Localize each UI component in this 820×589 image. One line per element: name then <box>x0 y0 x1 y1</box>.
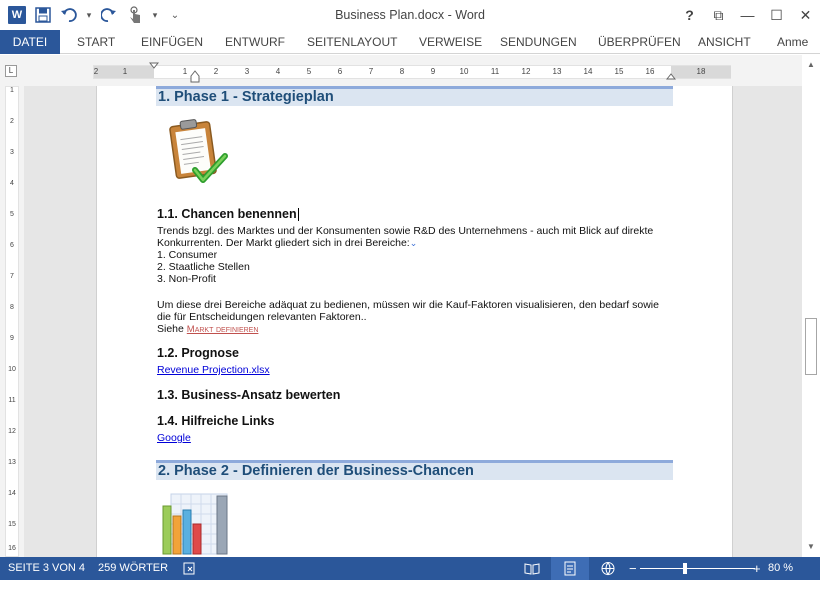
window-title: Business Plan.docx - Word <box>335 8 485 22</box>
ribbon-display-options-button[interactable]: ⧉ <box>713 6 724 23</box>
vruler-tick: 11 <box>8 397 16 404</box>
paragraph-line: Um diese drei Bereiche adäquat zu bedienen, müssen wir die Kauf-Faktoren visualisieren, den bedarf sowie <box>157 299 659 311</box>
ruler-tick: 2 <box>93 67 99 76</box>
tab-view[interactable]: ANSICHT <box>698 35 751 49</box>
ruler-tick: 9 <box>430 67 436 76</box>
paragraph-kauf-faktoren[interactable] <box>157 299 677 336</box>
list-item: 3. Non-Profit <box>157 273 216 285</box>
vruler-tick: 7 <box>10 273 14 280</box>
tab-review[interactable]: ÜBERPRÜFEN <box>598 35 681 49</box>
zoom-slider[interactable] <box>640 557 755 580</box>
list-item: 2. Staatliche Stellen <box>157 261 250 273</box>
ruler-tick: 11 <box>490 67 500 76</box>
ruler-tick: 18 <box>696 67 706 76</box>
web-layout-icon[interactable] <box>598 557 618 580</box>
page-count[interactable]: SEITE 3 VON 4 <box>8 562 86 574</box>
read-mode-icon[interactable] <box>522 557 542 580</box>
cross-reference-markt-definieren[interactable]: Markt definieren <box>186 324 259 335</box>
vertical-scrollbar[interactable] <box>802 55 820 557</box>
heading-chancen-benennen[interactable]: 1.1. Chancen benennen <box>157 207 297 221</box>
scroll-up-icon[interactable]: ▲ <box>807 60 815 69</box>
vruler-tick: 5 <box>10 211 14 218</box>
undo-dropdown-icon[interactable]: ▾ <box>86 9 92 20</box>
zoom-level[interactable]: 80 % <box>768 562 794 574</box>
vertical-ruler[interactable] <box>5 86 19 557</box>
tab-references[interactable]: VERWEISE <box>419 35 483 49</box>
customize-qat-icon[interactable]: ⌄ <box>170 9 180 21</box>
vruler-tick: 8 <box>10 304 14 311</box>
autocorrect-marker-icon[interactable]: ⌄ <box>409 238 418 248</box>
heading-phase-1[interactable]: 1. Phase 1 - Strategieplan <box>156 86 673 106</box>
zoom-slider-track <box>640 568 755 569</box>
word-count[interactable]: 259 WÖRTER <box>98 562 169 574</box>
paragraph-trends[interactable] <box>157 225 677 285</box>
text-cursor <box>298 208 299 221</box>
link-google[interactable]: Google <box>157 432 191 444</box>
paragraph-line: die für Entscheidungen relevanten Faktoren.. <box>157 311 367 323</box>
ruler-tick: 8 <box>399 67 405 76</box>
scroll-down-icon[interactable]: ▼ <box>807 542 815 551</box>
vruler-tick: 6 <box>10 242 14 249</box>
tab-insert[interactable]: EINFÜGEN <box>141 35 204 49</box>
paragraph-line: Konkurrenten. Der Markt gliedert sich in drei Bereiche:⌄ <box>157 237 418 249</box>
paragraph-line: Siehe Markt definieren <box>157 323 259 335</box>
ruler-tick: 12 <box>521 67 531 76</box>
zoom-out-button[interactable]: − <box>629 561 637 576</box>
ruler-tick: 7 <box>368 67 374 76</box>
hanging-indent-marker[interactable] <box>190 70 200 84</box>
heading-phase-2[interactable]: 2. Phase 2 - Definieren der Business-Chancen <box>156 460 673 480</box>
close-button[interactable]: ✕ <box>799 6 812 23</box>
bar-chart-image[interactable] <box>157 490 235 557</box>
tab-start[interactable]: START <box>77 35 116 49</box>
ruler-tick: 2 <box>213 67 219 76</box>
ruler-tick: 16 <box>645 67 655 76</box>
proofing-icon[interactable] <box>183 557 199 580</box>
ruler-tick: 5 <box>306 67 312 76</box>
horizontal-ruler-area <box>0 55 820 86</box>
link-revenue-projection[interactable]: Revenue Projection.xlsx <box>157 364 270 376</box>
vruler-tick: 12 <box>8 428 16 435</box>
status-bar <box>0 557 820 580</box>
vruler-tick: 9 <box>10 335 14 342</box>
vruler-tick: 14 <box>8 490 16 497</box>
heading-business-ansatz[interactable]: 1.3. Business-Ansatz bewerten <box>157 388 341 402</box>
vruler-tick: 15 <box>8 521 16 528</box>
tab-selector-button[interactable]: L <box>5 65 17 77</box>
ruler-tick: 15 <box>614 67 624 76</box>
right-indent-marker[interactable] <box>666 70 676 84</box>
list-item: 1. Consumer <box>157 249 218 261</box>
tab-design[interactable]: ENTWURF <box>225 35 285 49</box>
vruler-tick: 3 <box>10 149 14 156</box>
vruler-tick: 1 <box>10 87 14 94</box>
tab-mailings[interactable]: SENDUNGEN <box>500 35 577 49</box>
title-bar <box>0 0 820 30</box>
tab-page-layout[interactable]: SEITENLAYOUT <box>307 35 398 49</box>
paragraph-line: Trends bzgl. des Marktes und der Konsumenten sowie R&D des Unternehmens - auch mit Blick auf direkte <box>157 225 654 237</box>
clipboard-checkmark-image[interactable] <box>167 116 231 191</box>
ruler-tick: 1 <box>182 67 188 76</box>
ribbon-tabs <box>0 30 820 54</box>
scrollbar-thumb[interactable] <box>805 318 817 375</box>
vruler-tick: 13 <box>8 459 16 466</box>
vruler-tick: 4 <box>10 180 14 187</box>
vruler-tick: 16 <box>8 545 16 552</box>
tab-file[interactable]: DATEI <box>0 30 60 54</box>
ruler-tick: 3 <box>244 67 250 76</box>
minimize-button[interactable]: — <box>740 7 755 23</box>
zoom-slider-thumb[interactable] <box>683 563 687 574</box>
ruler-tick: 13 <box>552 67 562 76</box>
touch-mode-dropdown-icon[interactable]: ▾ <box>152 9 158 20</box>
ruler-tick: 6 <box>337 67 343 76</box>
heading-prognose[interactable]: 1.2. Prognose <box>157 346 239 360</box>
heading-hilfreiche-links[interactable]: 1.4. Hilfreiche Links <box>157 414 275 428</box>
maximize-button[interactable]: ☐ <box>770 6 783 23</box>
ruler-tick: 4 <box>275 67 281 76</box>
horizontal-ruler[interactable] <box>93 65 731 79</box>
zoom-in-button[interactable]: + <box>753 561 761 576</box>
print-layout-icon[interactable] <box>551 557 589 580</box>
ruler-tick: 10 <box>459 67 469 76</box>
vruler-tick: 10 <box>8 366 16 373</box>
vertical-ruler-area <box>0 86 24 557</box>
tab-sign-in[interactable]: Anme <box>777 35 809 49</box>
word-app-icon[interactable]: W <box>6 4 28 26</box>
ruler-tick: 1 <box>122 67 128 76</box>
ruler-tick: 14 <box>583 67 593 76</box>
vruler-tick: 2 <box>10 118 14 125</box>
first-line-indent-marker[interactable] <box>149 62 159 84</box>
document-page[interactable] <box>96 86 733 557</box>
help-button[interactable]: ? <box>685 7 694 23</box>
document-area <box>24 86 802 557</box>
